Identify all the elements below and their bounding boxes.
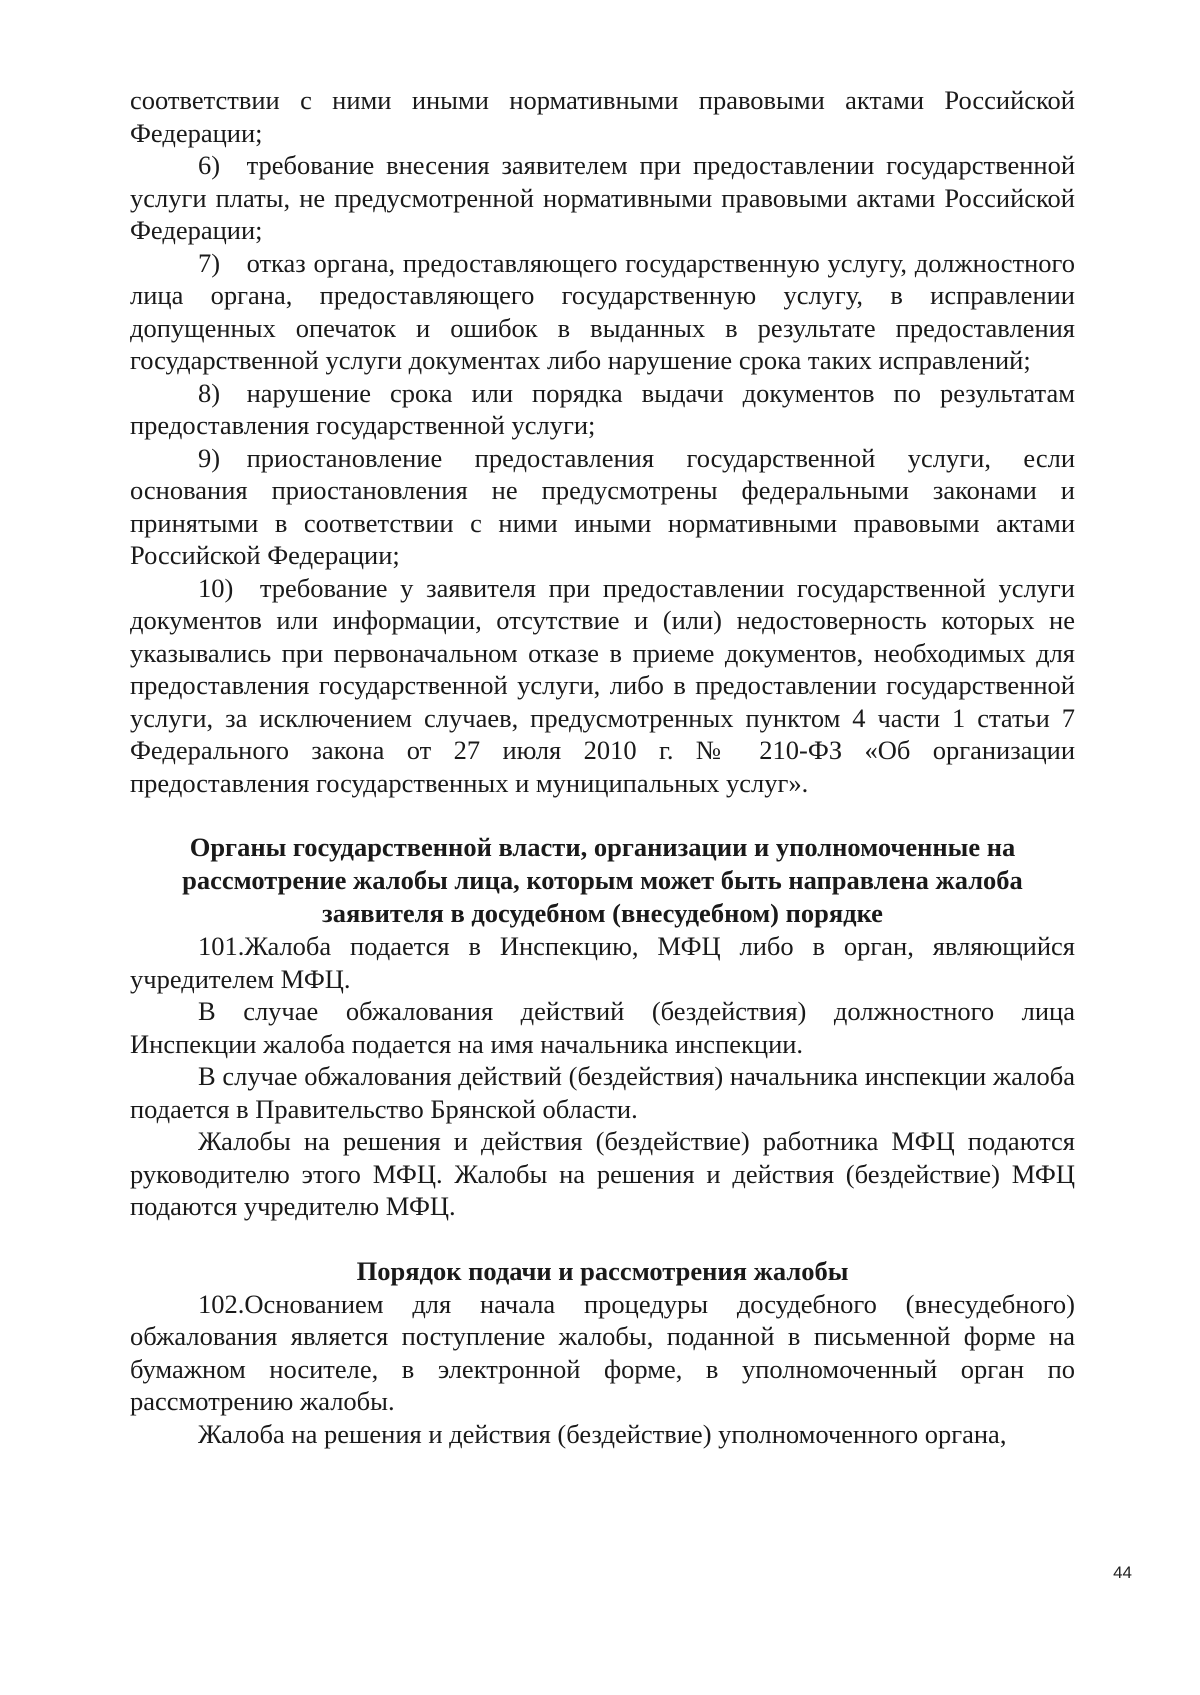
paragraph-102: 102.Основанием для начала процедуры досудебного (внесудебного) обжалования является поступление жалобы, поданной в письменной форме на бумажном носителе, в электронной форме, в уполномоченный орган по рассмотрению жалобы. <box>130 1288 1075 1416</box>
paragraph-item-7: 7) отказ органа, предоставляющего государственную услугу, должностного лица органа, предоставляющего государственную услугу, в исправлении допущенных опечаток и ошибок в выданных в результате предоставления государственной услуги документах либо нарушение срока таких исправлений; <box>130 247 1075 375</box>
paragraph-item-10: 10) требование у заявителя при предоставлении государственной услуги документов или информации, отсутствие и (или) недостоверность которых не указывались при первоначальном отказе в приеме документов, необходимых для предоставления государственной услуги, либо в предоставлении государственной услуги, за исключением случаев, предусмотренных пунктом 4 части 1 статьи 7 Федерального закона от 27 июля 2010 г. № 210-ФЗ «Об организации предоставления государственных и муниципальных услуг». <box>130 572 1075 798</box>
page-number: 44 <box>1113 1563 1132 1582</box>
paragraph-item-6: 6) требование внесения заявителем при предоставлении государственной услуги платы, не предусмотренной нормативными правовыми актами Российской Федерации; <box>130 150 1075 245</box>
document-page <box>130 84 1075 1450</box>
text-section-authorities <box>130 930 1075 1223</box>
section-heading-procedure: Порядок подачи и рассмотрения жалобы <box>356 1255 849 1286</box>
paragraph-item-9: 9) приостановление предоставления государственной услуги, если основания приостановления не предусмотрены федеральными законами и принятыми в соответствии с ними иными нормативными правовыми актами Российской Федерации; <box>130 442 1075 570</box>
paragraph-item-8: 8) нарушение срока или порядка выдачи документов по результатам предоставления государственной услуги; <box>130 377 1075 440</box>
text-section-grounds <box>130 84 1075 799</box>
paragraph-mfc-complaints: Жалобы на решения и действия (бездействие) работника МФЦ подаются руководителю этого МФЦ. Жалобы на решения и действия (бездействие) МФЦ подаются учредителю МФЦ. <box>130 1126 1075 1221</box>
paragraph-inspection-official: В случае обжалования действий (бездействия) должностного лица Инспекции жалоба подается на имя начальника инспекции. <box>130 996 1075 1059</box>
paragraph-authorized-body: Жалоба на решения и действия (бездействие) уполномоченного органа, <box>198 1418 1007 1449</box>
section-heading-authorities: Органы государственной власти, организации и уполномоченные на рассмотрение жалобы лица, которым может быть направлена жалоба заявителя в досудебном (внесудебном) порядке <box>182 832 1023 928</box>
paragraph-inspection-head: В случае обжалования действий (бездействия) начальника инспекции жалоба подается в Правительство Брянской области. <box>130 1061 1075 1124</box>
paragraph-101: 101.Жалоба подается в Инспекцию, МФЦ либо в орган, являющийся учредителем МФЦ. <box>130 931 1075 994</box>
paragraph-continuation: соответствии с ними иными нормативными правовыми актами Российской Федерации; <box>130 85 1075 148</box>
text-section-procedure <box>130 1288 1075 1451</box>
